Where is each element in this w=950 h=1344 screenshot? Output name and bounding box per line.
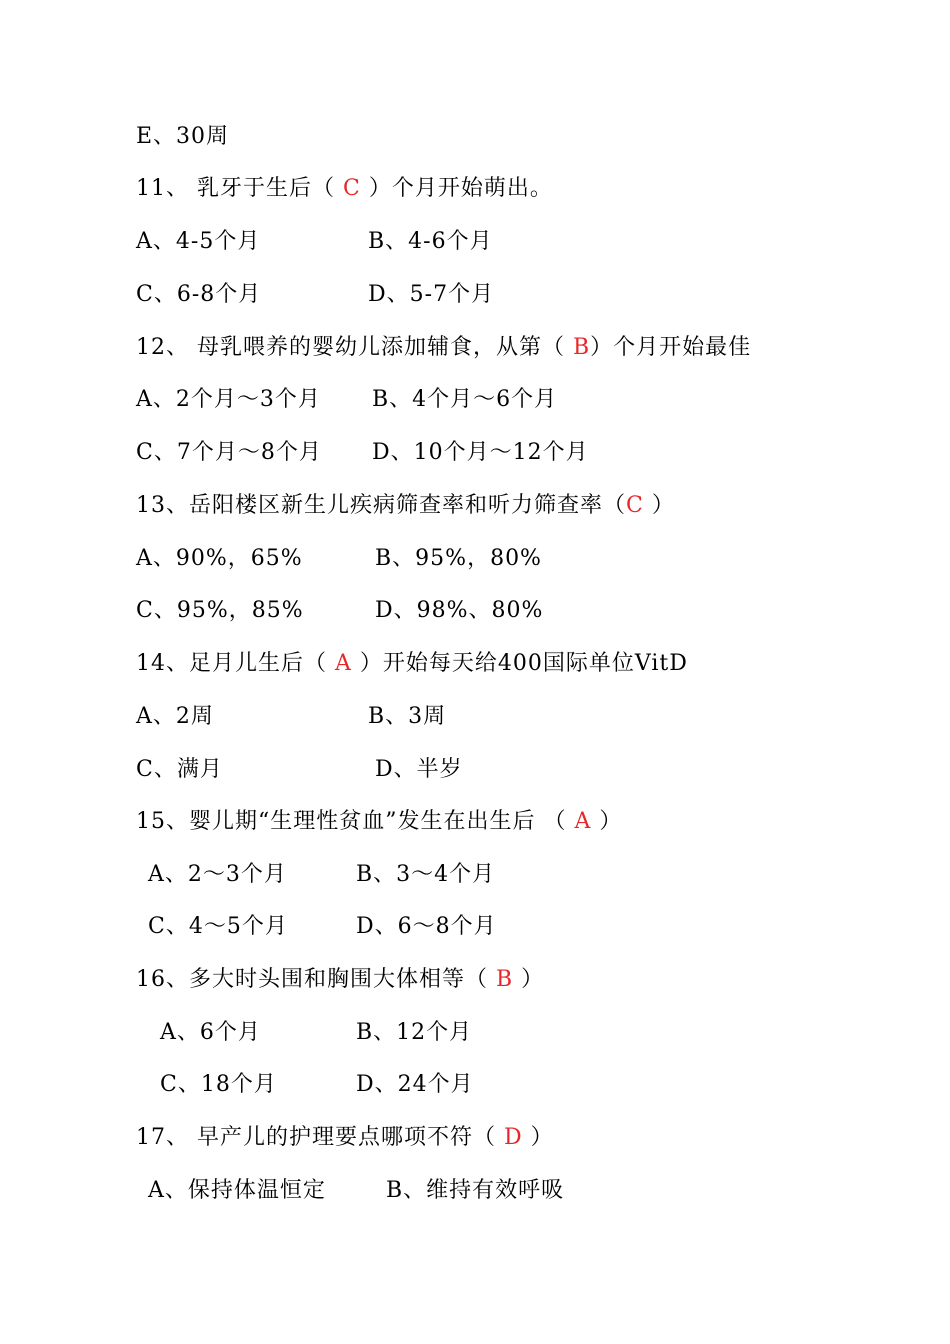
question-11-option-a: A、4-5个月 <box>136 229 261 254</box>
question-15-text-pre: 15、婴儿期“生理性贫血”发生在出生后 （ <box>136 809 575 834</box>
question-14-option-b: B、3周 <box>368 704 447 729</box>
option-e-previous-question: E、30周 <box>136 124 230 149</box>
question-11-text-pre: 11、 乳牙于生后（ <box>136 176 343 201</box>
question-15-text-post: ） <box>591 809 623 834</box>
question-14-text-pre: 14、足月儿生后（ <box>136 651 335 676</box>
question-11-option-c: C、6-8个月 <box>136 282 262 307</box>
question-14 <box>136 650 688 678</box>
question-15-option-d: D、6～8个月 <box>356 914 497 939</box>
question-15-option-b: B、3～4个月 <box>356 862 496 887</box>
question-12-option-b: B、4个月～6个月 <box>372 387 558 412</box>
question-16-answer: B <box>496 967 514 992</box>
question-14-option-d: D、半岁 <box>375 757 463 782</box>
question-15-option-a: A、2～3个月 <box>148 862 287 887</box>
question-13-option-c: C、95%，85% <box>136 598 304 623</box>
question-17-text-pre: 17、 早产儿的护理要点哪项不符（ <box>136 1125 504 1150</box>
question-14-option-a: A、2周 <box>136 704 214 729</box>
question-16-option-a: A、6个月 <box>160 1020 261 1045</box>
question-11-option-d: D、5-7个月 <box>368 282 495 307</box>
question-12-option-d: D、10个月～12个月 <box>372 440 589 465</box>
question-13-text-post: ） <box>643 493 675 518</box>
question-16 <box>136 966 544 994</box>
question-13-answer: C <box>626 493 644 518</box>
question-13-option-b: B、95%，80% <box>375 546 542 571</box>
question-12-option-a: A、2个月～3个月 <box>136 387 321 412</box>
question-16-option-c: C、18个月 <box>160 1072 277 1097</box>
question-11 <box>136 175 553 203</box>
question-12-text-pre: 12、 母乳喂养的婴幼儿添加辅食，从第（ <box>136 335 573 360</box>
question-15-answer: A <box>574 809 592 834</box>
question-11-answer: C <box>342 176 361 201</box>
question-13-option-d: D、98%、80% <box>375 598 544 623</box>
question-17-option-b: B、维持有效呼吸 <box>386 1178 565 1203</box>
question-13-option-a: A、90%，65% <box>136 546 303 571</box>
question-16-option-d: D、24个月 <box>356 1072 474 1097</box>
question-14-answer: A <box>335 651 352 676</box>
question-11-text-post: ）个月开始萌出。 <box>360 176 553 201</box>
question-11-option-b: B、4-6个月 <box>368 229 493 254</box>
question-16-text-post: ） <box>513 967 545 992</box>
question-13 <box>136 492 675 520</box>
question-17-answer: D <box>503 1125 523 1150</box>
question-13-text-pre: 13、岳阳楼区新生儿疾病筛查率和听力筛查率（ <box>136 493 626 518</box>
question-16-option-b: B、12个月 <box>356 1020 473 1045</box>
question-17-option-a: A、保持体温恒定 <box>148 1178 326 1203</box>
question-12-answer: B <box>572 335 591 360</box>
question-15-option-c: C、4～5个月 <box>148 914 288 939</box>
question-17 <box>136 1124 554 1152</box>
question-12 <box>136 334 751 362</box>
question-16-text-pre: 16、多大时头围和胸围大体相等（ <box>136 967 496 992</box>
question-14-text-post: ）开始每天给400国际单位VitD <box>351 651 688 676</box>
question-12-text-post: ）个月开始最佳 <box>590 335 752 360</box>
question-17-text-post: ） <box>522 1125 554 1150</box>
question-15 <box>136 808 622 836</box>
question-14-option-c: C、满月 <box>136 757 223 782</box>
question-12-option-c: C、7个月～8个月 <box>136 440 322 465</box>
